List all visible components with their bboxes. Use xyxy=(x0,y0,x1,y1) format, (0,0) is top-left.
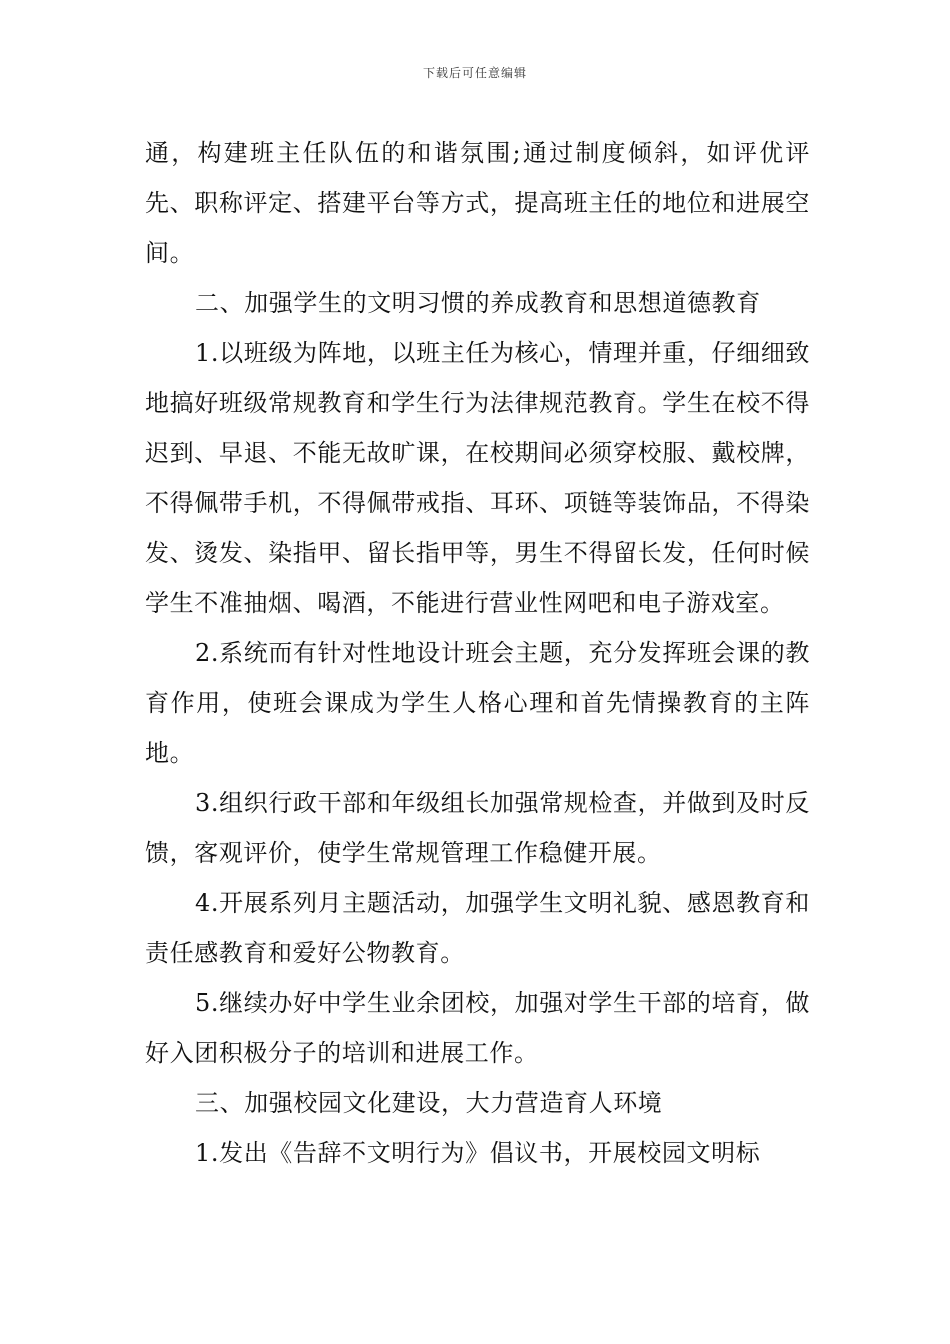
paragraph: 1.发出《告辞不文明行为》倡议书，开展校园文明标 xyxy=(195,1139,761,1167)
paragraph: 通，构建班主任队伍的和谐氛围;通过制度倾斜，如评优评先、职称评定、搭建平台等方式，提高班主任的地位和进展空间。 xyxy=(145,139,810,267)
section-heading: 三、加强校园文化建设，大力营造育人环境 xyxy=(195,1089,663,1117)
paragraph: 1.以班级为阵地，以班主任为核心，情理并重，仔细细致地搞好班级常规教育和学生行为法律规范教育。学生在校不得迟到、早退、不能无故旷课，在校期间必须穿校服、戴校牌，不得佩带手机，不得佩带戒指、耳环、项链等装饰品，不得染发、烫发、染指甲、留长指甲等，男生不得留长发，任何时候学生不准抽烟、喝酒，不能进行营业性网吧和电子游戏室。 xyxy=(145,339,810,617)
section-heading: 二、加强学生的文明习惯的养成教育和思想道德教育 xyxy=(195,289,761,317)
page-header: 下载后可任意编辑 xyxy=(422,66,527,80)
document-body xyxy=(145,128,810,1178)
paragraph: 5.继续办好中学生业余团校，加强对学生干部的培育，做好入团积极分子的培训和进展工作。 xyxy=(145,989,810,1067)
paragraph: 4.开展系列月主题活动，加强学生文明礼貌、感恩教育和责任感教育和爱好公物教育。 xyxy=(145,889,810,967)
paragraph: 3.组织行政干部和年级组长加强常规检查，并做到及时反馈，客观评价，使学生常规管理工作稳健开展。 xyxy=(145,789,810,867)
paragraph: 2.系统而有针对性地设计班会主题，充分发挥班会课的教育作用，使班会课成为学生人格心理和首先情操教育的主阵地。 xyxy=(145,639,810,767)
